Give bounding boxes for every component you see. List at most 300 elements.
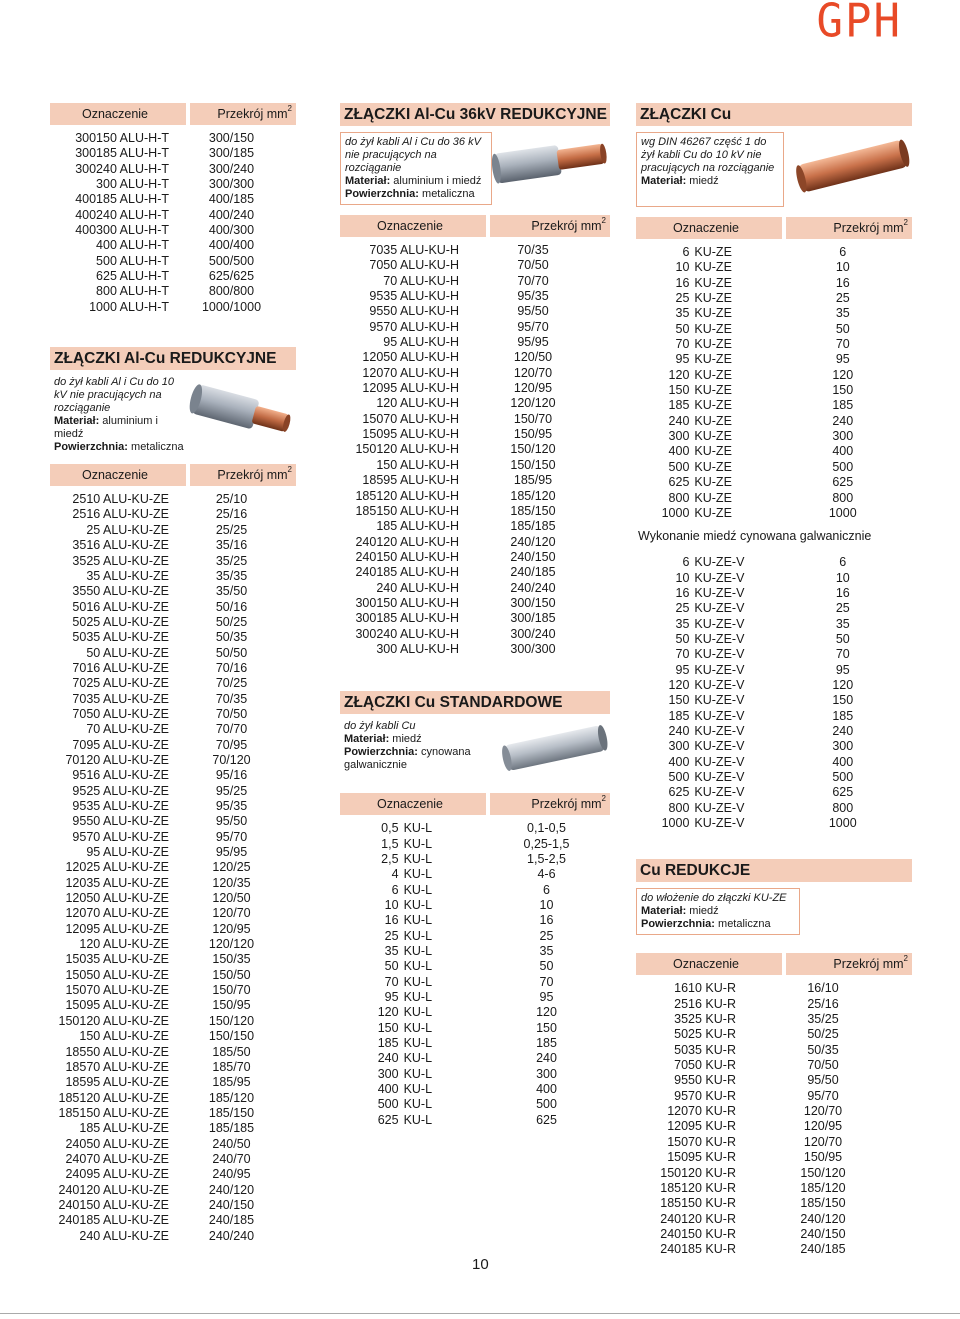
cross-section-cell: 240/150: [800, 1226, 846, 1241]
cross-section-cell: 185: [536, 1036, 557, 1051]
type-code-cell: KU-ZE: [694, 444, 732, 459]
cross-section-cell: 500: [832, 770, 854, 784]
table-row: [50, 615, 296, 630]
designation-cell: 2510 ALU-KU-ZE: [72, 492, 169, 507]
table-row: [340, 442, 610, 457]
product-description: do żył kabli Al i Cu do 10 kV nie pracujących na rozciąganie Materiał: aluminium i miedź Powierzchnia: metaliczna: [50, 376, 186, 454]
size-cell: 35: [384, 944, 399, 959]
table-row: [50, 507, 296, 522]
size-cell: 35: [675, 616, 690, 631]
designation-cell: 240185 KU-R: [660, 1242, 736, 1257]
designation-cell: 5035 ALU-KU-ZE: [72, 630, 169, 645]
size-cell: 25: [675, 291, 690, 306]
designation-cell: 70120 ALU-KU-ZE: [65, 752, 169, 767]
cross-section-cell: 25: [539, 928, 554, 943]
table-row: [50, 676, 296, 691]
type-code-cell: KU-ZE: [694, 245, 732, 259]
size-cell: 0,5: [381, 821, 399, 836]
table-row: [50, 162, 296, 177]
cross-section-cell: 70: [539, 974, 554, 989]
designation-cell: 18595 ALU-KU-H: [362, 473, 459, 488]
size-cell: 300: [668, 739, 690, 754]
table-row: [50, 238, 296, 253]
table-row: [50, 753, 296, 768]
table-row: [636, 352, 912, 367]
cross-section-cell: 150: [536, 1020, 557, 1035]
cross-section-cell: 95/25: [215, 783, 248, 798]
designation-cell: 15050 ALU-KU-ZE: [65, 967, 169, 982]
size-cell: 35: [675, 306, 690, 321]
type-code-cell: KU-ZE: [694, 398, 732, 413]
table-row: [340, 990, 610, 1005]
table-row: [636, 414, 912, 429]
cross-section-cell: 240/95: [212, 1167, 251, 1182]
designation-cell: 5035 KU-R: [674, 1042, 736, 1057]
designation-cell: 12035 ALU-KU-ZE: [65, 875, 169, 890]
tinned-copper-title: Wykonanie miedź cynowana galwanicznie: [638, 529, 872, 544]
table-row: [636, 368, 912, 383]
table-alu-ku-h: [340, 243, 610, 657]
table-row: [50, 1060, 296, 1075]
size-cell: 95: [675, 352, 690, 367]
product-info: [340, 132, 610, 205]
cross-section-cell: 95/50: [517, 304, 549, 319]
cross-section-cell: 10: [539, 898, 554, 912]
table-row: [50, 208, 296, 223]
type-code-cell: KU-ZE: [694, 367, 732, 382]
table-row: [636, 1058, 912, 1073]
table-alu-ku-ze: [50, 492, 296, 1244]
table-row: [636, 1012, 912, 1027]
cross-section-cell: 300: [536, 1066, 557, 1081]
cross-section-cell: 150/120: [800, 1165, 846, 1180]
header-cross-section: Przekrój $mm^2$: [490, 793, 610, 815]
designation-cell: 240185 ALU-KU-H: [355, 565, 459, 580]
cross-section-cell: 50/50: [215, 645, 248, 660]
designation-cell: 18570 ALU-KU-ZE: [65, 1059, 169, 1074]
table-row: [50, 1152, 296, 1167]
size-cell: 50: [384, 959, 399, 974]
table-header: [636, 953, 912, 975]
designation-cell: 185120 ALU-KU-ZE: [58, 1090, 169, 1105]
table-row: [636, 460, 912, 475]
size-cell: 150: [377, 1020, 399, 1035]
table-alu-h-t: [50, 131, 296, 315]
designation-cell: 12095 ALU-KU-ZE: [65, 921, 169, 936]
type-code-cell: KU-ZE-V: [694, 677, 745, 692]
designation-cell: 35 ALU-KU-ZE: [86, 568, 169, 583]
cross-section-cell: 150/70: [513, 411, 553, 426]
cross-section-cell: 1000/1000: [201, 299, 262, 314]
size-cell: 150: [668, 693, 690, 708]
cross-section-cell: 95: [835, 662, 850, 677]
table-row: [340, 412, 610, 427]
designation-cell: 15095 KU-R: [667, 1150, 736, 1165]
designation-cell: 5016 ALU-KU-ZE: [72, 599, 169, 614]
table-row: [340, 535, 610, 550]
cross-section-cell: 95/50: [807, 1073, 839, 1088]
table-row: [340, 1067, 610, 1082]
cross-section-cell: 1000: [828, 505, 857, 520]
table-row: [50, 692, 296, 707]
table-row: [50, 300, 296, 315]
cross-section-cell: 300/185: [208, 146, 255, 161]
table-row: [50, 630, 296, 645]
table-row: [636, 997, 912, 1012]
cross-section-cell: 300/300: [510, 641, 556, 656]
designation-cell: 15070 KU-R: [667, 1134, 736, 1149]
header-designation: Oznaczenie: [636, 217, 782, 239]
cross-section-cell: 35/50: [215, 584, 248, 599]
designation-cell: 9550 ALU-KU-H: [369, 304, 459, 319]
cross-section-cell: 150/120: [208, 1013, 255, 1028]
table-row: [50, 860, 296, 875]
designation-cell: 9535 ALU-KU-H: [369, 289, 459, 304]
designation-cell: 300240 ALU-KU-H: [355, 626, 459, 641]
table-row: [50, 146, 296, 161]
cross-section-cell: 185/120: [208, 1090, 255, 1105]
section-title-al-cu-reducing: ZŁĄCZKI Al-Cu REDUKCYJNE: [50, 347, 296, 370]
table-row: [340, 898, 610, 913]
designation-cell: 12095 KU-R: [667, 1119, 736, 1134]
cross-section-cell: 240/150: [510, 549, 556, 564]
cross-section-cell: 95/50: [215, 814, 248, 829]
designation-cell: 2516 KU-R: [674, 996, 736, 1011]
table-row: [340, 565, 610, 580]
type-code-cell: KU-ZE-V: [694, 693, 745, 708]
table-row: [50, 1075, 296, 1090]
designation-cell: 150 ALU-KU-H: [376, 457, 459, 472]
type-code-cell: KU-ZE: [694, 475, 732, 490]
cross-section-cell: 120/70: [212, 906, 251, 921]
table-row: [636, 1212, 912, 1227]
table-row: [636, 337, 912, 352]
table-row: [636, 1089, 912, 1104]
cross-section-cell: 500: [832, 459, 854, 474]
cross-section-cell: 95/70: [215, 829, 248, 844]
designation-cell: 15035 ALU-KU-ZE: [65, 952, 169, 967]
designation-cell: 240185 ALU-KU-ZE: [58, 1213, 169, 1228]
type-code-cell: KU-ZE-V: [694, 570, 745, 585]
table-row: [50, 707, 296, 722]
table-row: [50, 284, 296, 299]
table-header: [50, 103, 296, 125]
table-row: [636, 770, 912, 785]
type-code-cell: KU-ZE-V: [694, 723, 745, 738]
table-row: [636, 755, 912, 770]
cross-section-cell: 4-6: [537, 867, 556, 882]
cross-section-cell: 35: [539, 944, 554, 959]
table-header: [636, 217, 912, 239]
table-row: [340, 381, 610, 396]
table-ku-l: [340, 821, 610, 1128]
size-cell: 16: [675, 585, 690, 600]
cross-section-cell: 120/70: [803, 1104, 843, 1119]
cross-section-cell: 120: [832, 677, 854, 692]
designation-cell: 120 ALU-KU-ZE: [79, 937, 169, 952]
table-row: [50, 983, 296, 998]
designation-cell: 95 ALU-KU-H: [383, 335, 459, 350]
cross-section-cell: 70/50: [517, 258, 549, 273]
table-row: [340, 821, 610, 836]
table-row: [636, 322, 912, 337]
type-code-cell: KU-ZE-V: [694, 816, 745, 831]
size-cell: 16: [384, 913, 399, 928]
type-code-cell: KU-ZE: [694, 260, 732, 275]
designation-cell: 150 ALU-KU-ZE: [79, 1029, 169, 1044]
type-code-cell: KU-ZE: [694, 505, 732, 520]
designation-cell: 3525 KU-R: [674, 1012, 736, 1027]
table-row: [636, 709, 912, 724]
cross-section-cell: 35/25: [215, 553, 248, 568]
designation-cell: 70 ALU-KU-ZE: [86, 722, 169, 737]
cross-section-cell: 150: [832, 693, 854, 708]
table-row: [636, 555, 912, 570]
cross-section-cell: 35: [835, 306, 850, 321]
size-cell: 120: [668, 367, 690, 382]
designation-cell: 5025 ALU-KU-ZE: [72, 614, 169, 629]
table-row: [636, 506, 912, 521]
designation-cell: 15070 ALU-KU-H: [362, 411, 459, 426]
table-row: [340, 1051, 610, 1066]
type-code-cell: KU-ZE-V: [694, 662, 745, 677]
designation-cell: 300150 ALU-H-T: [75, 131, 169, 145]
table-row: [636, 617, 912, 632]
cross-section-cell: 35/35: [215, 568, 248, 583]
designation-cell: 400240 ALU-H-T: [75, 207, 169, 222]
cross-section-cell: 1000: [828, 816, 857, 831]
size-cell: 625: [668, 785, 690, 800]
size-cell: 70: [675, 337, 690, 352]
cross-section-cell: 70/50: [807, 1058, 839, 1073]
table-row: [50, 600, 296, 615]
cross-section-cell: 35: [835, 616, 850, 631]
table-row: [340, 504, 610, 519]
table-header: [340, 215, 610, 237]
type-code-cell: KU-L: [403, 1082, 433, 1097]
designation-cell: 24050 ALU-KU-ZE: [65, 1136, 169, 1151]
cross-section-cell: 185/185: [208, 1121, 255, 1136]
cross-section-cell: 240: [832, 413, 854, 428]
size-cell: 800: [668, 800, 690, 815]
table-row: [50, 784, 296, 799]
table-row: [50, 646, 296, 661]
product-photo-ku-l: [500, 720, 610, 783]
type-code-cell: KU-L: [403, 836, 433, 851]
table-row: [636, 383, 912, 398]
table-row: [50, 1091, 296, 1106]
header-cross-section: Przekrój $mm^2$: [190, 103, 296, 125]
cross-section-cell: 50/35: [807, 1042, 839, 1057]
cross-section-cell: 70/70: [215, 722, 248, 737]
type-code-cell: KU-ZE-V: [694, 616, 745, 631]
cross-section-cell: 70/50: [215, 706, 248, 721]
cross-section-cell: 240/150: [208, 1197, 255, 1212]
cross-section-cell: 120/50: [212, 891, 251, 906]
cross-section-cell: 150/95: [803, 1150, 843, 1165]
table-row: [50, 223, 296, 238]
table-row: [50, 538, 296, 553]
cross-section-cell: 120/95: [803, 1119, 843, 1134]
table-row: [636, 647, 912, 662]
table-row: [340, 304, 610, 319]
table-row: [340, 473, 610, 488]
size-cell: 400: [668, 754, 690, 769]
cross-section-cell: 625: [536, 1112, 557, 1127]
cross-section-cell: 240: [832, 723, 854, 738]
table-row: [340, 627, 610, 642]
type-code-cell: KU-ZE-V: [694, 601, 745, 616]
table-row: [50, 722, 296, 737]
size-cell: 625: [668, 475, 690, 490]
cross-section-cell: 240/50: [212, 1136, 251, 1151]
table-row: [340, 867, 610, 882]
type-code-cell: KU-L: [403, 1005, 433, 1020]
table-row: [50, 584, 296, 599]
designation-cell: 500 ALU-H-T: [96, 253, 169, 268]
table-row: [340, 944, 610, 959]
size-cell: 25: [384, 928, 399, 943]
type-code-cell: KU-L: [403, 1066, 433, 1081]
cross-section-cell: 800: [832, 800, 854, 815]
cross-section-cell: 185/95: [212, 1075, 251, 1090]
type-code-cell: KU-L: [403, 898, 433, 912]
section-title-cu: ZŁĄCZKI Cu: [636, 103, 912, 126]
designation-cell: 300 ALU-H-T: [96, 177, 169, 192]
table-row: [636, 632, 912, 647]
table-row: [636, 260, 912, 275]
table-row: [50, 131, 296, 146]
table-row: [340, 883, 610, 898]
table-row: [50, 1014, 296, 1029]
type-code-cell: KU-L: [403, 882, 433, 897]
cross-section-cell: 50: [539, 959, 554, 974]
cross-section-cell: 150/70: [212, 983, 251, 998]
header-designation: Oznaczenie: [636, 953, 782, 975]
size-cell: 16: [675, 275, 690, 290]
table-row: [50, 569, 296, 584]
designation-cell: 300185 ALU-H-T: [75, 146, 169, 161]
designation-cell: 240150 ALU-KU-ZE: [58, 1197, 169, 1212]
designation-cell: 185 ALU-KU-ZE: [79, 1121, 169, 1136]
cross-section-cell: 25: [835, 601, 850, 616]
table-row: [340, 1021, 610, 1036]
cross-section-cell: 300/150: [208, 131, 255, 145]
product-info: [340, 720, 610, 783]
designation-cell: 9550 KU-R: [674, 1073, 736, 1088]
table-row: [636, 245, 912, 260]
product-photo-ku-ze: [794, 132, 912, 207]
cross-section-cell: 300/240: [208, 161, 255, 176]
size-cell: 1000: [661, 816, 690, 831]
designation-cell: 240120 ALU-KU-ZE: [58, 1182, 169, 1197]
cross-section-cell: 500/500: [208, 253, 255, 268]
cross-section-cell: 95/95: [517, 335, 549, 350]
cross-section-cell: 400/240: [208, 207, 255, 222]
designation-cell: 300150 ALU-KU-H: [355, 595, 459, 610]
type-code-cell: KU-ZE: [694, 413, 732, 428]
table-row: [50, 1183, 296, 1198]
cross-section-cell: 400: [832, 754, 854, 769]
table-row: [50, 492, 296, 507]
size-cell: 500: [668, 770, 690, 784]
table-row: [636, 306, 912, 321]
table-row: [636, 739, 912, 754]
table-row: [50, 891, 296, 906]
type-code-cell: KU-ZE-V: [694, 785, 745, 800]
section-title-al-cu-36kv: ZŁĄCZKI Al-Cu 36kV REDUKCYJNE: [340, 103, 610, 126]
type-code-cell: KU-L: [403, 1112, 433, 1127]
designation-cell: 300 ALU-KU-H: [376, 641, 459, 656]
cross-section-cell: 625: [832, 475, 854, 490]
header-cross-section: Przekrój $mm^2$: [786, 953, 912, 975]
designation-cell: 25 ALU-KU-ZE: [86, 522, 169, 537]
table-row: [50, 661, 296, 676]
size-cell: 150: [668, 383, 690, 398]
table-row: [340, 929, 610, 944]
table-row: [50, 1229, 296, 1244]
table-row: [340, 852, 610, 867]
table-row: [340, 274, 610, 289]
designation-cell: 240150 KU-R: [660, 1226, 736, 1241]
table-row: [50, 768, 296, 783]
cross-section-cell: 800: [832, 490, 854, 505]
table-ku-ze: [636, 245, 912, 521]
size-cell: 6: [391, 882, 399, 897]
table-row: [50, 845, 296, 860]
designation-cell: 7050 ALU-KU-H: [369, 258, 459, 273]
table-row: [636, 586, 912, 601]
cross-section-cell: 35/16: [215, 538, 248, 553]
size-cell: 10: [675, 570, 690, 585]
table-row: [50, 937, 296, 952]
type-code-cell: KU-L: [403, 867, 433, 882]
type-code-cell: KU-ZE: [694, 383, 732, 398]
table-header: [340, 793, 610, 815]
cross-section-cell: 120/50: [513, 350, 553, 365]
table-row: [636, 1043, 912, 1058]
cross-section-cell: 240/185: [208, 1213, 255, 1228]
table-row: [636, 816, 912, 831]
size-cell: 50: [675, 631, 690, 646]
cross-section-cell: 240/185: [800, 1242, 846, 1257]
designation-cell: 70 ALU-KU-H: [383, 273, 459, 288]
cross-section-cell: 50/35: [215, 630, 248, 645]
table-row: [50, 192, 296, 207]
size-cell: 120: [668, 677, 690, 692]
table-row: [340, 458, 610, 473]
cross-section-cell: 240/240: [208, 1228, 255, 1243]
designation-cell: 185 ALU-KU-H: [376, 519, 459, 534]
cross-section-cell: 150: [832, 383, 854, 398]
cross-section-cell: 95/16: [215, 768, 248, 783]
designation-cell: 185150 KU-R: [660, 1196, 736, 1211]
cross-section-cell: 70/35: [215, 691, 248, 706]
table-ku-r: [636, 981, 912, 1257]
table-row: [50, 1045, 296, 1060]
size-cell: 10: [384, 898, 399, 912]
type-code-cell: KU-ZE-V: [694, 647, 745, 662]
header-designation: Oznaczenie: [340, 215, 486, 237]
cross-section-cell: 6: [839, 245, 847, 259]
designation-cell: 3516 ALU-KU-ZE: [72, 538, 169, 553]
cross-section-cell: 16: [835, 275, 850, 290]
cross-section-cell: 120/95: [212, 921, 251, 936]
table-row: [340, 1113, 610, 1128]
cross-section-cell: 150/120: [510, 442, 556, 457]
cross-section-cell: 240/120: [208, 1182, 255, 1197]
designation-cell: 7095 ALU-KU-ZE: [72, 737, 169, 752]
